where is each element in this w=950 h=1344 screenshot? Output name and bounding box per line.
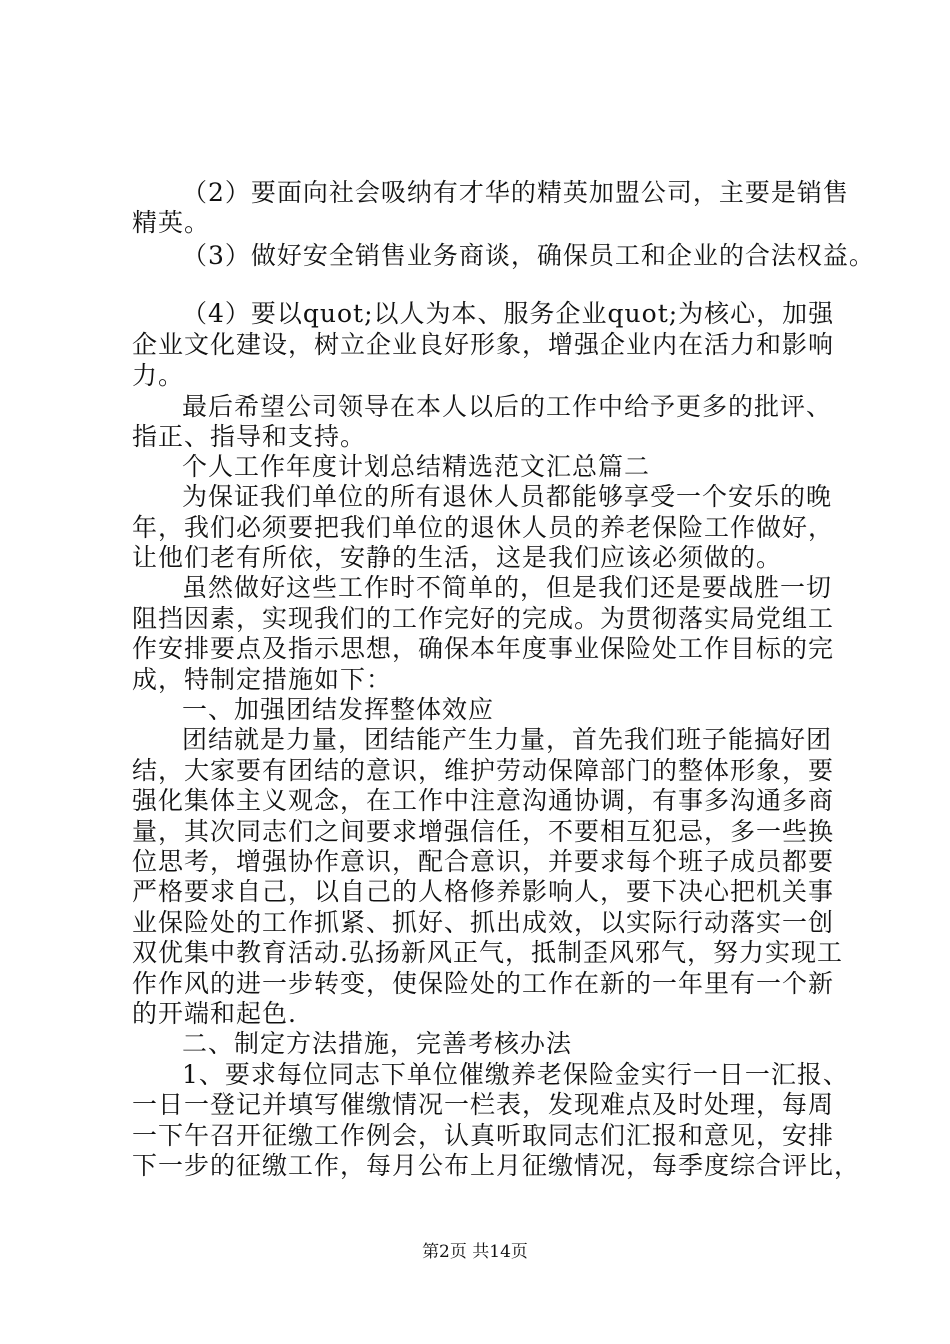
text-line: 结，大家要有团结的意识，维护劳动保障部门的整体形象，要 — [132, 756, 835, 785]
text-line: 一下午召开征缴工作例会，认真听取同志们汇报和意见，安排 — [132, 1121, 835, 1150]
text-line: 让他们老有所依，安静的生活，这是我们应该必须做的。 — [132, 543, 783, 572]
text-line: 强化集体主义观念，在工作中注意沟通协调，有事多沟通多商 — [132, 786, 835, 815]
text-line: 年，我们必须要把我们单位的退休人员的养老保险工作做好， — [132, 513, 835, 542]
section-heading: 一、加强团结发挥整体效应 — [182, 695, 495, 724]
text-line: 双优集中教育活动.弘扬新风正气，抵制歪风邪气，努力实现工 — [132, 938, 843, 967]
text-line: 企业文化建设，树立企业良好形象，增强企业内在活力和影响 — [132, 330, 835, 359]
text-line: 业保险处的工作抓紧、抓好、抓出成效，以实际行动落实一创 — [132, 908, 835, 937]
text-line: 为保证我们单位的所有退休人员都能够享受一个安乐的晚 — [182, 482, 833, 511]
text-line: 作安排要点及指示思想，确保本年度事业保险处工作目标的完 — [132, 634, 835, 663]
text-line: 量，其次同志们之间要求增强信任，不要相互犯忌，多一些换 — [132, 817, 835, 846]
section-heading: 个人工作年度计划总结精选范文汇总篇二 — [182, 452, 651, 481]
text-line: 力。 — [132, 361, 185, 390]
page-number-footer: 第2页 共14页 — [422, 1242, 528, 1262]
text-line: 的开端和起色. — [132, 999, 297, 1028]
text-line: 作作风的进一步转变，使保险处的工作在新的一年里有一个新 — [132, 969, 835, 998]
text-line: 下一步的征缴工作，每月公布上月征缴情况，每季度综合评比， — [132, 1151, 861, 1180]
text-line: 最后希望公司领导在本人以后的工作中给予更多的批评、 — [182, 392, 833, 421]
text-line: 团结就是力量，团结能产生力量，首先我们班子能搞好团 — [182, 725, 833, 754]
text-line: 指正、指导和支持。 — [132, 422, 367, 451]
text-line: 虽然做好这些工作时不简单的，但是我们还是要战胜一切 — [182, 573, 833, 602]
text-line: 1、要求每位同志下单位催缴养老保险金实行一日一汇报、 — [182, 1060, 849, 1089]
text-line: 严格要求自己，以自己的人格修养影响人，要下决心把机关事 — [132, 877, 835, 906]
text-line: 成，特制定措施如下： — [132, 665, 393, 694]
section-heading: 二、制定方法措施，完善考核办法 — [182, 1029, 573, 1058]
text-line: （2）要面向社会吸纳有才华的精英加盟公司，主要是销售 — [182, 178, 849, 207]
text-line: 阻挡因素，实现我们的工作完好的完成。为贯彻落实局党组工 — [132, 604, 835, 633]
text-line: （4）要以quot;以人为本、服务企业quot;为核心，加强 — [182, 299, 835, 328]
text-line: 位思考，增强协作意识，配合意识，并要求每个班子成员都要 — [132, 847, 835, 876]
text-line: 精英。 — [132, 208, 211, 237]
text-line: 一日一登记并填写催缴情况一栏表，发现难点及时处理，每周 — [132, 1090, 835, 1119]
text-line: （3）做好安全销售业务商谈，确保员工和企业的合法权益。 — [182, 241, 875, 270]
